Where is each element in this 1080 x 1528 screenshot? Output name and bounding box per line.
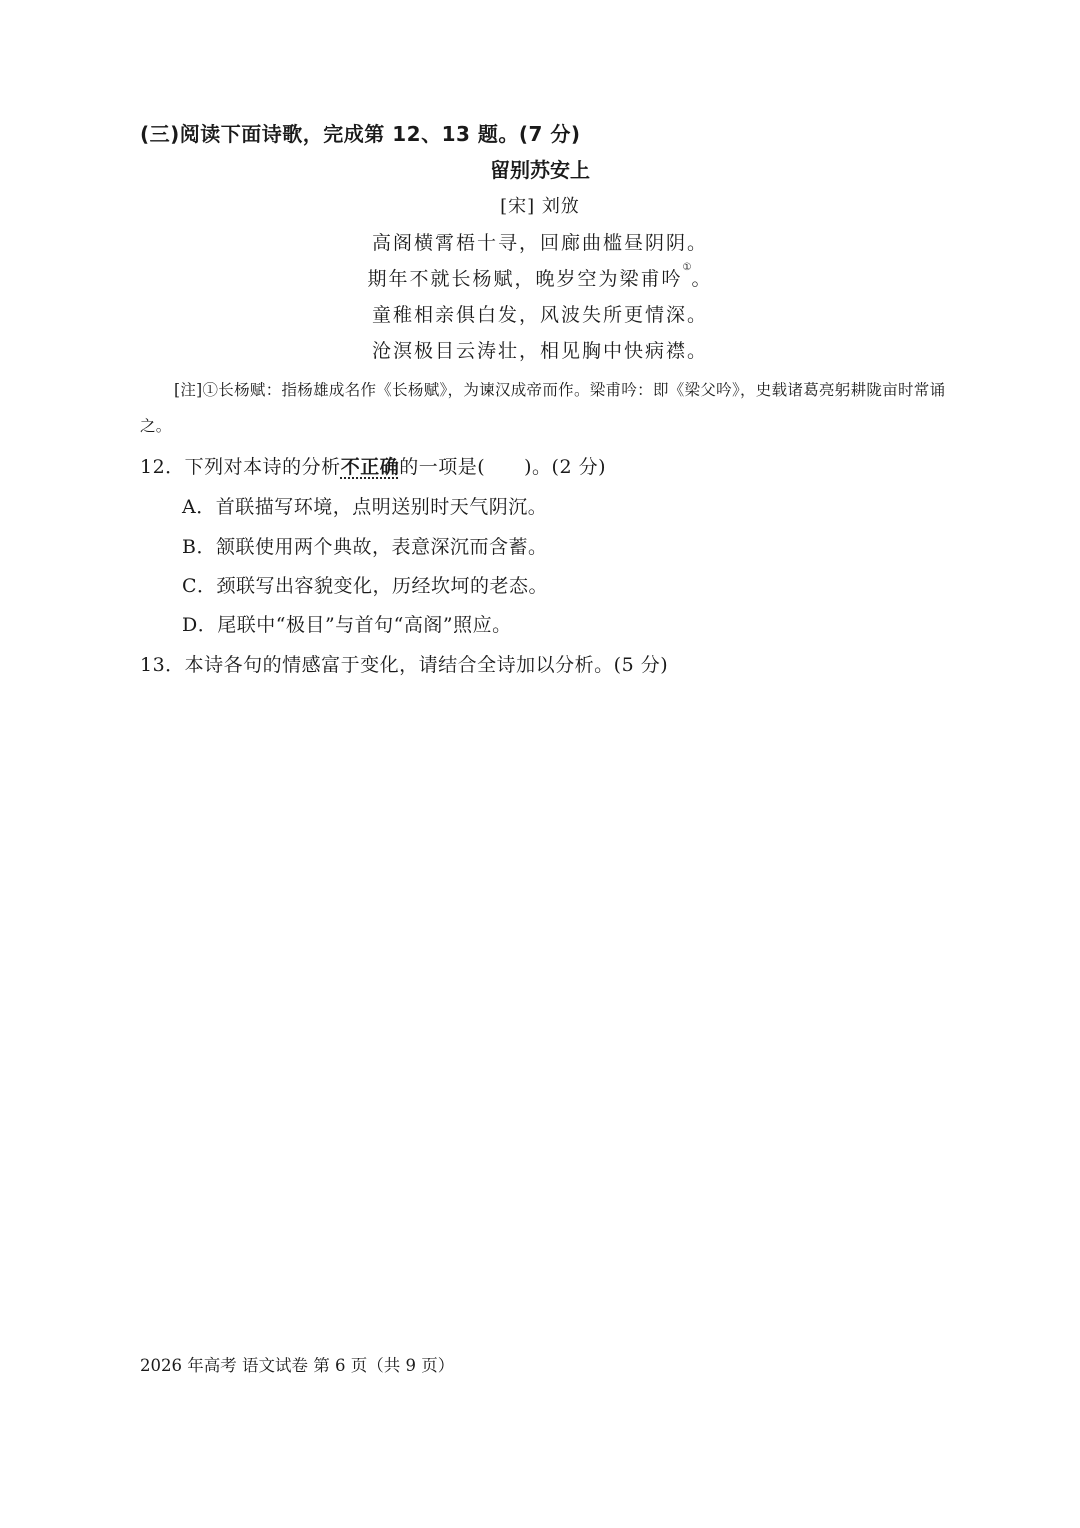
poem-line-1: 高阁横霄梧十寻，回廊曲槛昼阴阴。 — [371, 232, 708, 254]
option-d: D．尾联中“极目”与首句“高阁”照应。 — [182, 614, 512, 636]
poem-line-2-text: 期年不就长杨赋，晚岁空为梁甫吟 — [367, 268, 683, 290]
question-12-emphasis: 不正确 — [340, 456, 400, 478]
poem-line-2-end: 。 — [691, 268, 713, 290]
page-footer: 2026 年高考 语文试卷 第 6 页（共 9 页） — [140, 1356, 455, 1375]
question-13: 13．本诗各句的情感富于变化，请结合全诗加以分析。(5 分) — [140, 654, 669, 676]
poem-line-2 — [0, 264, 1080, 291]
poem-line-3: 童稚相亲俱白发，风波失所更情深。 — [371, 304, 708, 326]
poem-author: [宋] 刘攽 — [500, 196, 580, 217]
question-12-suffix: 的一项是( )。(2 分) — [399, 456, 606, 478]
poem-line-4: 沧溟极目云涛壮，相见胸中快病襟。 — [371, 340, 708, 362]
poem-note: [注]①长杨赋：指杨雄成名作《长杨赋》，为谏汉成帝而作。梁甫吟：即《梁父吟》，史载诸葛亮躬耕陇亩时常诵之。 — [140, 381, 946, 435]
question-12-prefix: 12．下列对本诗的分析 — [140, 456, 341, 478]
poem-title: 留别苏安上 — [490, 158, 590, 182]
section-heading: (三)阅读下面诗歌，完成第 12、13 题。(7 分) — [140, 122, 581, 146]
option-b: B．颔联使用两个典故，表意深沉而含蓄。 — [182, 536, 548, 558]
option-a: A．首联描写环境，点明送别时天气阴沉。 — [182, 496, 548, 518]
question-12 — [140, 452, 606, 479]
option-c: C．颈联写出容貌变化，历经坎坷的老态。 — [182, 575, 549, 597]
footnote-mark: ① — [682, 262, 692, 273]
